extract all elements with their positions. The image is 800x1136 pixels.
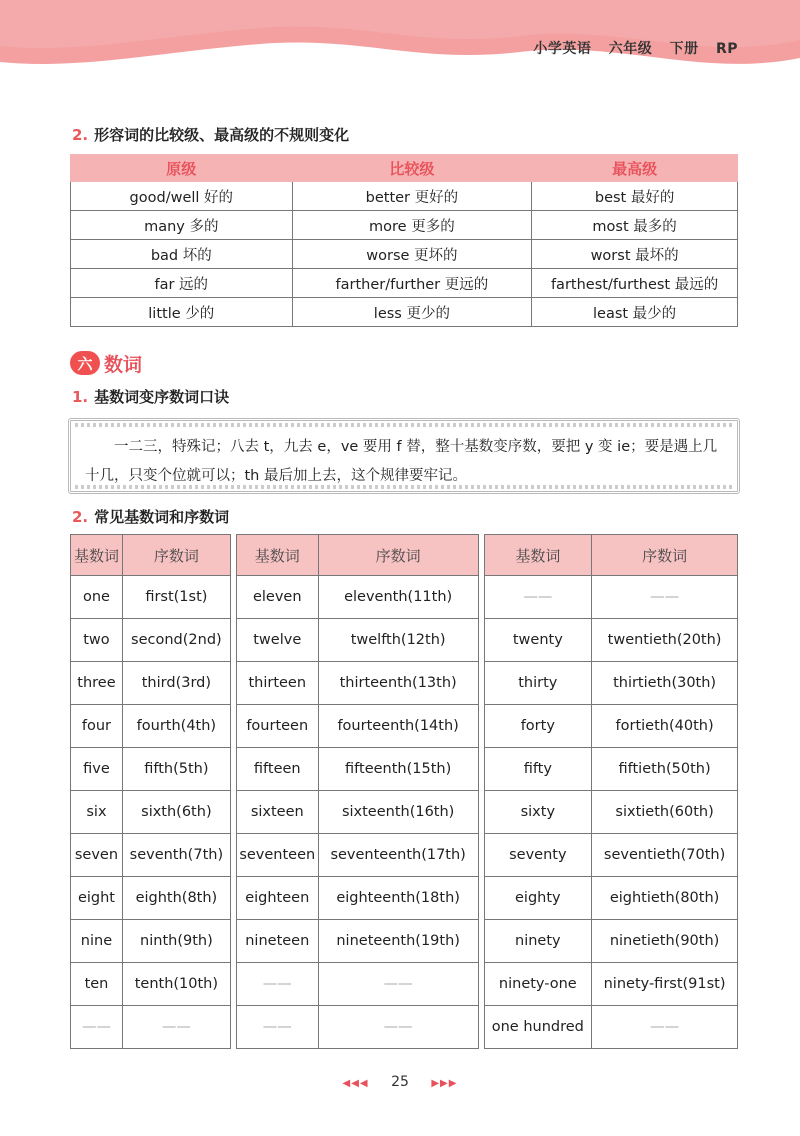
table-cell: seventeen [236,834,318,877]
table-row [71,963,738,1006]
table-cell: least 最少的 [532,298,738,327]
table-cell: farthest/furthest 最远的 [532,269,738,298]
column-header: 比较级 [292,155,532,182]
table-cell: one [71,576,123,619]
table-cell: —— [484,576,592,619]
table-cell: eighteen [236,877,318,920]
table-cell: —— [592,576,738,619]
table-cell: four [71,705,123,748]
table-cell: seventy [484,834,592,877]
table-cell: thirtieth(30th) [592,662,738,705]
table-row [71,619,738,662]
rhyme-box [68,418,740,494]
table-row [71,1006,738,1049]
table-row [71,240,738,269]
book-info [521,38,738,58]
table-cell: little 少的 [71,298,293,327]
table-cell: eighteenth(18th) [318,877,478,920]
table-cell: seventeenth(17th) [318,834,478,877]
subsection-title: 常见基数词和序数词 [94,508,230,526]
subsection-heading-numbers [72,506,229,527]
table-cell: thirteenth(13th) [318,662,478,705]
table-cell: twentieth(20th) [592,619,738,662]
table-cell: farther/further 更远的 [292,269,532,298]
table-cell: twelve [236,619,318,662]
table-cell: twenty [484,619,592,662]
column-header: 基数词 [236,535,318,576]
table-cell: —— [318,963,478,1006]
column-header: 序数词 [122,535,230,576]
table-row [71,269,738,298]
table-cell: sixteen [236,791,318,834]
table-cell: —— [236,963,318,1006]
table-cell: eightieth(80th) [592,877,738,920]
column-header: 原级 [71,155,293,182]
section-number: 2. [72,126,89,144]
rhyme-text: 一二三，特殊记；八去 t，九去 e，ve 要用 f 替，整十基数变序数，要把 y 变 ie；要是遇上几十几，只变个位就可以；th 最后加上去，这个规律要牢记。 [85,439,718,484]
subject-label: 小学英语 [533,41,592,57]
table-cell: second(2nd) [122,619,230,662]
table-cell: worst 最坏的 [532,240,738,269]
table-cell: best 最好的 [532,182,738,211]
table-cell: far 远的 [71,269,293,298]
table-cell: sixteenth(16th) [318,791,478,834]
table-cell: —— [71,1006,123,1049]
table-cell: ninety [484,920,592,963]
table-cell: worse 更坏的 [292,240,532,269]
table-cell: ninety-one [484,963,592,1006]
page-number: 25 [391,1074,409,1090]
table-cell: many 多的 [71,211,293,240]
subsection-title: 基数词变序数词口诀 [94,388,230,406]
table-cell: sixth(6th) [122,791,230,834]
table-cell: fifteenth(15th) [318,748,478,791]
table-cell: nineteenth(19th) [318,920,478,963]
table-cell: eighty [484,877,592,920]
table-cell: sixty [484,791,592,834]
table-cell: better 更好的 [292,182,532,211]
edition-label: RP [715,41,738,57]
column-header: 基数词 [484,535,592,576]
table-cell: —— [236,1006,318,1049]
table-cell: fifty [484,748,592,791]
table-cell: eight [71,877,123,920]
chapter-title: 数词 [104,353,143,376]
column-header: 最高级 [532,155,738,182]
table-cell: one hundred [484,1006,592,1049]
table-cell: fourteen [236,705,318,748]
column-header: 序数词 [318,535,478,576]
right-arrows-icon: ▶▶▶ [431,1078,458,1089]
table-row [71,791,738,834]
table-cell: tenth(10th) [122,963,230,1006]
table-row [71,182,738,211]
table-cell: seventh(7th) [122,834,230,877]
table-cell: eleventh(11th) [318,576,478,619]
table-cell: five [71,748,123,791]
table-row [71,748,738,791]
table-cell: forty [484,705,592,748]
table-cell: thirty [484,662,592,705]
volume-label: 下册 [669,41,699,57]
table-cell: good/well 好的 [71,182,293,211]
table-cell: sixtieth(60th) [592,791,738,834]
numerals-table [70,534,738,1049]
table-cell: fifth(5th) [122,748,230,791]
section-title: 形容词的比较级、最高级的不规则变化 [94,126,350,144]
table-row [71,877,738,920]
table-cell: less 更少的 [292,298,532,327]
table-cell: three [71,662,123,705]
section-heading-adjectives [72,124,349,145]
table-cell: eleven [236,576,318,619]
table-cell: fiftieth(50th) [592,748,738,791]
table-cell: most 最多的 [532,211,738,240]
table-cell: —— [122,1006,230,1049]
table-cell: fourth(4th) [122,705,230,748]
chapter-heading [70,348,142,378]
table-cell: third(3rd) [122,662,230,705]
table-cell: six [71,791,123,834]
table-cell: ninety-first(91st) [592,963,738,1006]
table-cell: thirteen [236,662,318,705]
table-cell: seventieth(70th) [592,834,738,877]
table-cell: ninth(9th) [122,920,230,963]
table-row [71,662,738,705]
column-header: 序数词 [592,535,738,576]
table-row [71,920,738,963]
subsection-number: 1. [72,388,89,406]
subsection-number: 2. [72,508,89,526]
table-cell: —— [592,1006,738,1049]
table-cell: first(1st) [122,576,230,619]
table-cell: nine [71,920,123,963]
table-cell: ninetieth(90th) [592,920,738,963]
table-row [71,211,738,240]
chapter-badge: 六 [70,351,100,375]
adjective-comparison-table [70,154,738,327]
table-row [71,298,738,327]
page-footer [0,1074,800,1090]
left-arrows-icon: ◀◀◀ [342,1078,369,1089]
table-cell: eighth(8th) [122,877,230,920]
table-cell: —— [318,1006,478,1049]
grade-label: 六年级 [608,41,653,57]
table-cell: more 更多的 [292,211,532,240]
table-cell: seven [71,834,123,877]
table-cell: ten [71,963,123,1006]
subsection-heading-rhyme [72,386,229,407]
table-cell: fifteen [236,748,318,791]
table-row [71,705,738,748]
table-cell: fourteenth(14th) [318,705,478,748]
table-cell: twelfth(12th) [318,619,478,662]
column-header: 基数词 [71,535,123,576]
table-row [71,576,738,619]
table-cell: fortieth(40th) [592,705,738,748]
table-cell: nineteen [236,920,318,963]
table-cell: two [71,619,123,662]
table-cell: bad 坏的 [71,240,293,269]
table-row [71,834,738,877]
